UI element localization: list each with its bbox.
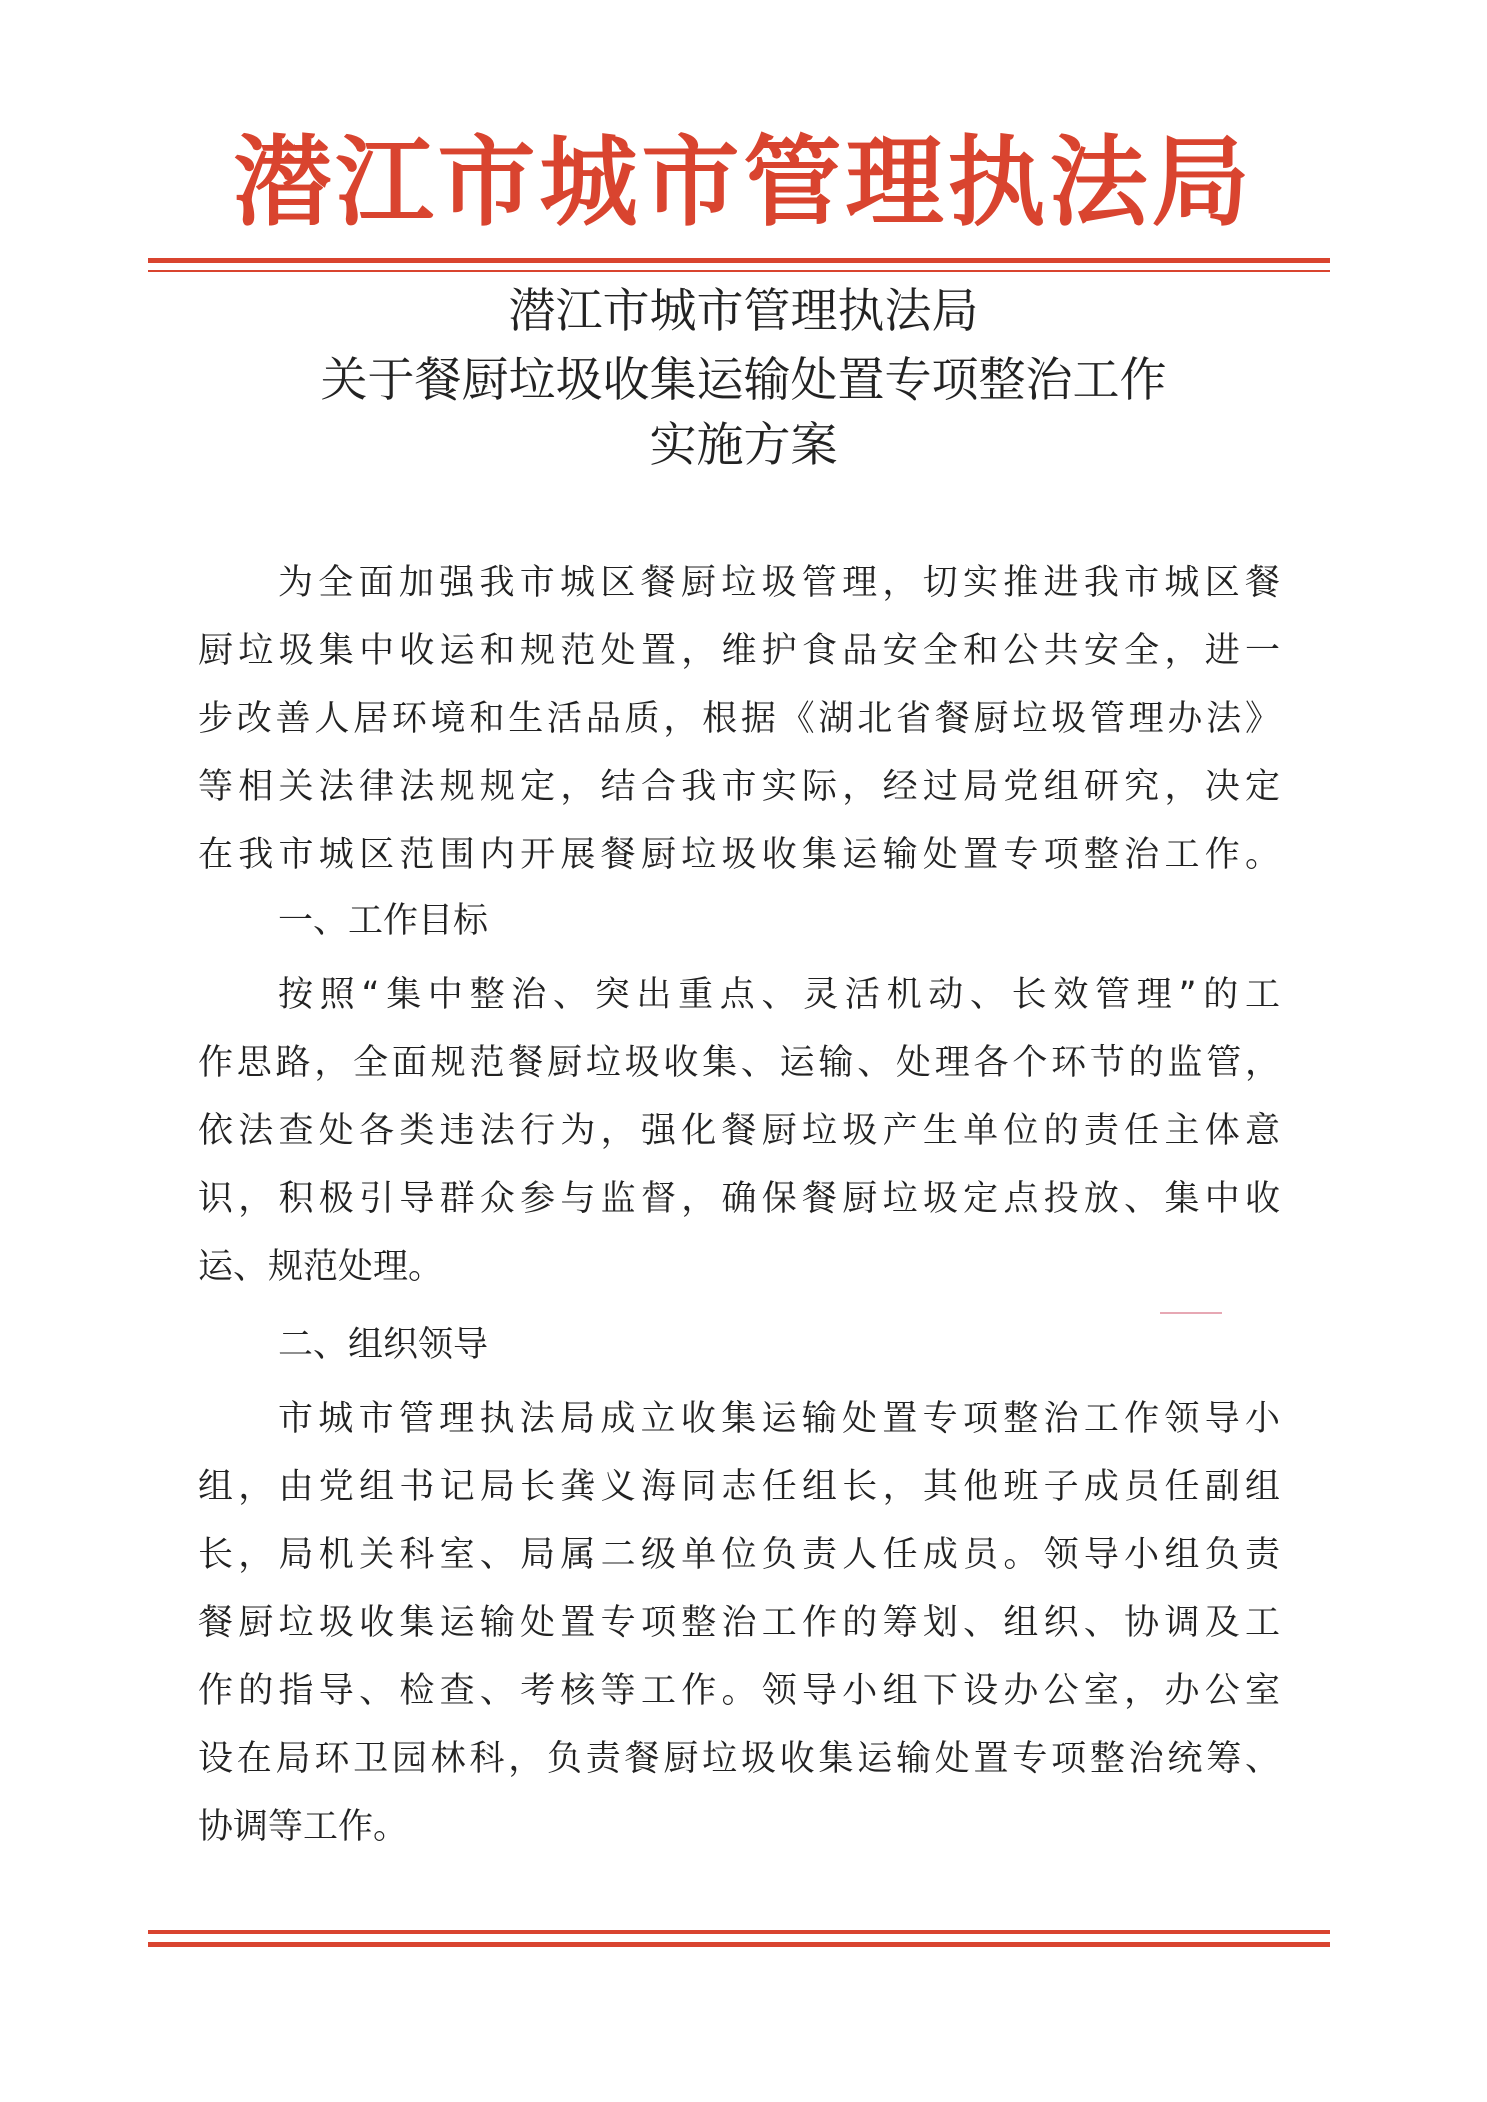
section1-line: 依法查处各类违法行为，强化餐厨垃圾产生单位的责任主体意 — [198, 1111, 1280, 1151]
letterhead-rule-thick — [148, 258, 1330, 263]
intro-line: 厨垃圾集中收运和规范处置，维护食品安全和公共安全，进一 — [198, 631, 1280, 671]
letterhead-org-name: 潜江市城市管理执法局 — [233, 125, 1254, 240]
section1-line: 作思路，全面规范餐厨垃圾收集、运输、处理各个环节的监管， — [198, 1043, 1280, 1083]
footer-rule-thin — [148, 1930, 1330, 1934]
intro-line: 等相关法律法规规定，结合我市实际，经过局党组研究，决定 — [198, 767, 1280, 807]
intro-line: 为全面加强我市城区餐厨垃圾管理，切实推进我市城区餐 — [278, 563, 1280, 603]
section2-line: 市城市管理执法局成立收集运输处置专项整治工作领导小 — [278, 1399, 1280, 1439]
section1-line: 按照“集中整治、突出重点、灵活机动、长效管理”的工 — [278, 975, 1280, 1015]
document-title-line-1: 潜江市城市管理执法局 — [508, 284, 979, 339]
section2-line: 设在局环卫园林科，负责餐厨垃圾收集运输处置专项整治统筹、 — [198, 1739, 1280, 1779]
pink-mark — [1160, 1312, 1222, 1314]
intro-line: 在我市城区范围内开展餐厨垃圾收集运输处置专项整治工作。 — [198, 835, 1280, 875]
section1-line: 识，积极引导群众参与监督，确保餐厨垃圾定点投放、集中收 — [198, 1179, 1280, 1219]
letterhead-rule-thin — [148, 270, 1330, 272]
section2-line: 组，由党组书记局长龚义海同志任组长，其他班子成员任副组 — [198, 1467, 1280, 1507]
section2-line: 餐厨垃圾收集运输处置专项整治工作的筹划、组织、协调及工 — [198, 1603, 1280, 1643]
section2-line: 作的指导、检查、考核等工作。领导小组下设办公室，办公室 — [198, 1671, 1280, 1711]
section2-line: 长，局机关科室、局属二级单位负责人任成员。领导小组负责 — [198, 1535, 1280, 1575]
section2-line: 协调等工作。 — [198, 1807, 409, 1847]
section-heading-organization: 二、组织领导 — [278, 1325, 489, 1365]
section1-line: 运、规范处理。 — [198, 1247, 444, 1287]
document-title-line-3: 实施方案 — [649, 418, 838, 473]
footer-rule-thick — [148, 1942, 1330, 1947]
document-title-line-2: 关于餐厨垃圾收集运输处置专项整治工作 — [320, 353, 1167, 408]
intro-line: 步改善人居环境和生活品质，根据《湖北省餐厨垃圾管理办法》 — [198, 699, 1280, 739]
section-heading-work-goals: 一、工作目标 — [278, 901, 489, 941]
